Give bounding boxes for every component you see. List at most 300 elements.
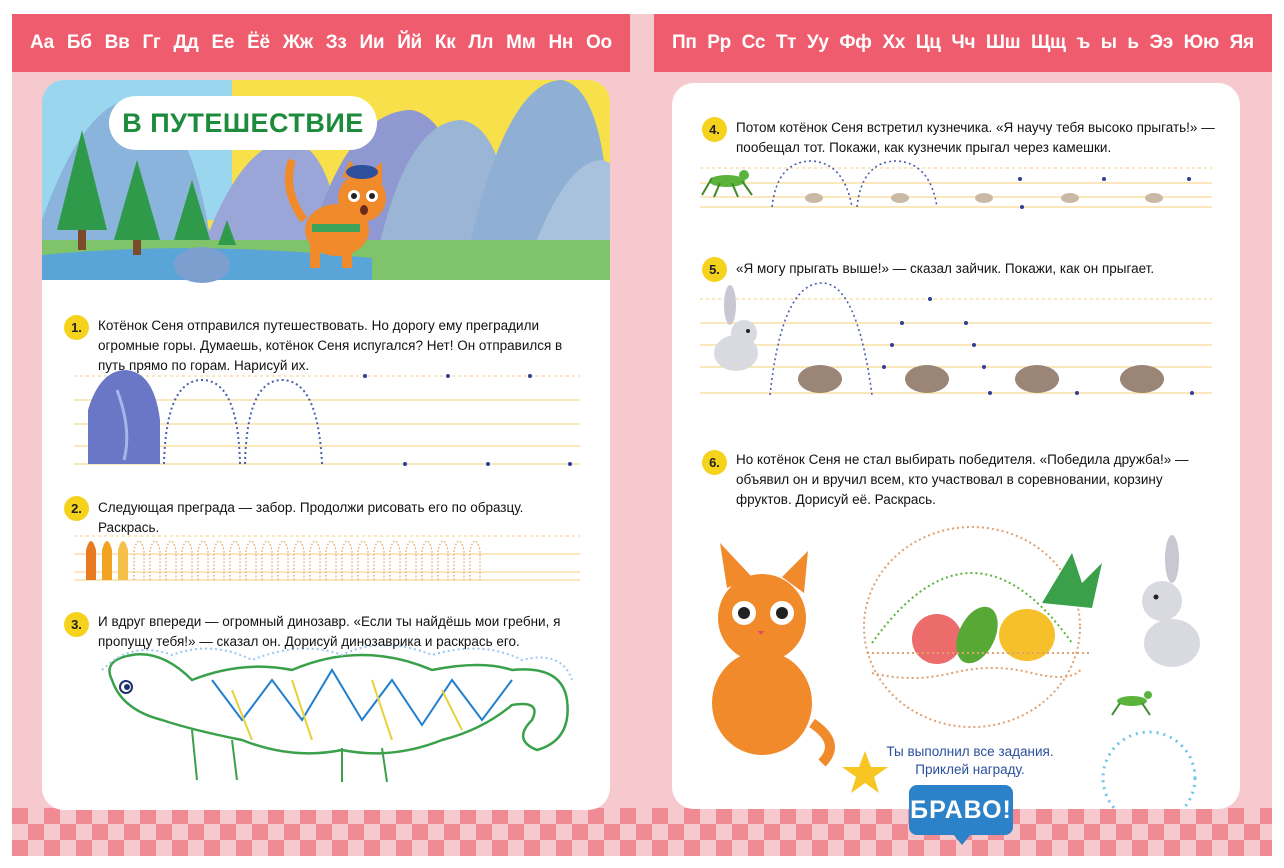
checker-cell <box>572 840 588 856</box>
checker-cell <box>60 808 76 824</box>
checker-cell <box>1260 840 1272 856</box>
checker-cell <box>444 808 460 824</box>
checker-cell <box>892 824 908 840</box>
checker-cell <box>1132 840 1148 856</box>
checker-cell <box>684 840 700 856</box>
fence-picket <box>214 541 224 580</box>
checker-cell <box>108 840 124 856</box>
checker-cell <box>172 824 188 840</box>
checker-cell <box>364 840 380 856</box>
alphabet-letter-right-4: Уу <box>806 32 829 53</box>
checker-cell <box>140 840 156 856</box>
alphabet-letter-left-0: Аа <box>30 32 54 53</box>
checker-cell <box>1020 840 1036 856</box>
checker-cell <box>412 824 428 840</box>
checker-cell <box>1196 840 1212 856</box>
checker-cell <box>508 840 524 856</box>
fence-picket <box>198 541 208 580</box>
checker-cell <box>12 808 28 824</box>
fence-picket <box>278 541 288 580</box>
task-text-4: Потом котёнок Сеня встретил кузнечика. «Я научу тебя высоко прыгать!» — пообещал тот. Покажи, как кузнечик прыгал через камешки. <box>736 120 1215 155</box>
checker-cell <box>1260 808 1272 824</box>
checker-cell <box>316 824 332 840</box>
completion-message: Ты выполнил все задания. Приклей награду. <box>886 744 1054 777</box>
checker-cell <box>684 824 700 840</box>
task-text-6: Но котёнок Сеня не стал выбирать победителя. «Победила дружба!» — объявил он и вручил всем, кто участвовал в соревновании, корзину фруктов. Дорисуй её. Раскрась. <box>736 452 1189 507</box>
checker-cell <box>1036 840 1052 856</box>
checker-cell <box>1244 824 1260 840</box>
checker-cell <box>892 840 908 856</box>
checker-cell <box>876 808 892 824</box>
checker-cell <box>1068 840 1084 856</box>
task-number-3: 3. <box>64 612 89 637</box>
checker-cell <box>380 840 396 856</box>
checker-cell <box>348 840 364 856</box>
checker-cell <box>652 808 668 824</box>
checker-cell <box>12 824 28 840</box>
checker-cell <box>92 840 108 856</box>
alphabet-letter-right-15: Юю <box>1183 32 1219 53</box>
checker-cell <box>716 824 732 840</box>
checker-cell <box>60 824 76 840</box>
alphabet-letter-right-14: Ээ <box>1149 32 1173 53</box>
checker-cell <box>332 824 348 840</box>
checker-cell <box>620 824 636 840</box>
checker-cell <box>588 840 604 856</box>
checker-cell <box>732 840 748 856</box>
checker-cell <box>44 824 60 840</box>
checker-cell <box>188 824 204 840</box>
alphabet-letter-right-5: Фф <box>839 32 872 53</box>
checker-cell <box>1180 808 1196 824</box>
checker-cell <box>972 840 988 856</box>
checker-cell <box>1100 840 1116 856</box>
dinosaur-outline[interactable] <box>102 645 572 782</box>
checker-cell <box>428 808 444 824</box>
book-spread <box>12 14 1272 856</box>
fence-picket <box>470 541 480 580</box>
checker-cell <box>1116 824 1132 840</box>
checker-cell <box>700 808 716 824</box>
alphabet-letter-left-2: Вв <box>104 32 130 53</box>
rabbit-sitting-illustration <box>1142 535 1200 667</box>
checker-cell <box>492 824 508 840</box>
checker-cell <box>556 840 572 856</box>
checker-cell <box>1244 808 1260 824</box>
checker-cell <box>188 840 204 856</box>
checker-cell <box>556 824 572 840</box>
checker-cell <box>1100 808 1116 824</box>
checker-cell <box>28 840 44 856</box>
checker-cell <box>348 824 364 840</box>
checker-cell <box>444 824 460 840</box>
fence-picket <box>438 541 448 580</box>
checker-cell <box>1052 840 1068 856</box>
task-number-5: 5. <box>702 257 727 282</box>
checker-cell <box>28 808 44 824</box>
fence-picket <box>294 541 304 580</box>
alphabet-letter-right-6: Хх <box>882 32 905 53</box>
checker-cell <box>604 824 620 840</box>
checker-cell <box>476 808 492 824</box>
checker-cell <box>1004 840 1020 856</box>
checker-cell <box>1148 824 1164 840</box>
checker-cell <box>220 808 236 824</box>
checker-cell <box>444 840 460 856</box>
checker-cell <box>732 824 748 840</box>
fence-picket <box>390 541 400 580</box>
checker-cell <box>460 808 476 824</box>
checker-cell <box>92 824 108 840</box>
alphabet-strip-left <box>12 14 630 72</box>
checker-cell <box>428 840 444 856</box>
checker-cell <box>76 808 92 824</box>
sticker-placeholder[interactable] <box>1103 732 1195 809</box>
alphabet-letter-left-5: Ее <box>211 32 235 53</box>
checker-cell <box>508 808 524 824</box>
checker-cell <box>396 824 412 840</box>
checker-cell <box>604 808 620 824</box>
checker-cell <box>716 808 732 824</box>
checker-cell <box>1116 808 1132 824</box>
checker-cell <box>396 808 412 824</box>
checker-cell <box>812 824 828 840</box>
checker-cell <box>876 824 892 840</box>
alphabet-letter-left-6: Ёё <box>247 32 270 53</box>
checker-cell <box>668 808 684 824</box>
alphabet-letter-left-14: Нн <box>548 32 574 53</box>
checker-cell <box>60 840 76 856</box>
checker-cell <box>1132 824 1148 840</box>
checker-cell <box>252 840 268 856</box>
checker-cell <box>540 824 556 840</box>
mountain-tracing-area[interactable] <box>74 370 580 466</box>
checker-cell <box>316 808 332 824</box>
alphabet-letter-right-0: Пп <box>672 32 697 53</box>
checker-cell <box>748 808 764 824</box>
checker-cell <box>268 824 284 840</box>
alphabet-letter-right-3: Тт <box>775 32 797 53</box>
checker-cell <box>156 808 172 824</box>
checker-cell <box>348 808 364 824</box>
alphabet-letter-right-2: Сс <box>741 32 766 53</box>
checker-cell <box>1212 840 1228 856</box>
checker-cell <box>652 840 668 856</box>
checker-cell <box>124 808 140 824</box>
checker-cell <box>236 840 252 856</box>
checker-cell <box>188 808 204 824</box>
fence-picket <box>246 541 256 580</box>
page-title: В ПУТЕШЕСТВИЕ <box>109 96 377 150</box>
checker-cell <box>796 840 812 856</box>
checker-cell <box>780 824 796 840</box>
checker-cell <box>1020 824 1036 840</box>
task-number-1: 1. <box>64 315 89 340</box>
task-number-6: 6. <box>702 450 727 475</box>
checker-cell <box>1068 808 1084 824</box>
checker-cell <box>364 824 380 840</box>
checker-cell <box>220 824 236 840</box>
checker-cell <box>236 808 252 824</box>
checker-cell <box>492 840 508 856</box>
checker-cell <box>1116 840 1132 856</box>
checker-cell <box>780 808 796 824</box>
checker-cell <box>604 840 620 856</box>
checker-cell <box>844 824 860 840</box>
checker-cell <box>364 808 380 824</box>
checker-cell <box>892 808 908 824</box>
checker-cell <box>156 840 172 856</box>
checker-cell <box>476 824 492 840</box>
checker-cell <box>1196 808 1212 824</box>
alphabet-letter-left-7: Жж <box>282 32 313 53</box>
alphabet-strip-right <box>654 14 1272 72</box>
checker-cell <box>828 824 844 840</box>
checker-cell <box>332 840 348 856</box>
checker-cell <box>908 840 924 856</box>
checker-cell <box>796 824 812 840</box>
checker-cell <box>748 840 764 856</box>
fence-picket <box>454 541 464 580</box>
checker-cell <box>76 840 92 856</box>
rabbit-icon <box>714 285 758 371</box>
alphabet-letter-left-10: Йй <box>397 32 422 53</box>
fence-picket <box>230 541 240 580</box>
fence-picket <box>182 541 192 580</box>
checker-border <box>12 808 1272 856</box>
checker-cell <box>204 824 220 840</box>
checker-cell <box>764 840 780 856</box>
checker-cell <box>876 840 892 856</box>
checker-cell <box>1164 824 1180 840</box>
checker-cell <box>252 824 268 840</box>
checker-cell <box>748 824 764 840</box>
checker-cell <box>812 840 828 856</box>
checker-cell <box>524 808 540 824</box>
checker-cell <box>1196 824 1212 840</box>
checker-cell <box>460 824 476 840</box>
checker-cell <box>572 824 588 840</box>
checker-cell <box>284 808 300 824</box>
alphabet-letter-left-13: Мм <box>506 32 536 53</box>
fence-picket <box>374 541 384 580</box>
fence-picket <box>134 541 144 580</box>
checker-cell <box>620 808 636 824</box>
left-page-art <box>42 80 610 810</box>
checker-cell <box>172 808 188 824</box>
checker-cell <box>1260 824 1272 840</box>
checker-cell <box>988 840 1004 856</box>
alphabet-letter-right-1: Рр <box>707 32 731 53</box>
checker-cell <box>300 840 316 856</box>
alphabet-letter-right-16: Яя <box>1229 32 1254 53</box>
cat-sitting-illustration <box>712 543 830 763</box>
checker-cell <box>396 840 412 856</box>
checker-cell <box>620 840 636 856</box>
checker-cell <box>524 840 540 856</box>
checker-cell <box>860 840 876 856</box>
fence-picket <box>150 541 160 580</box>
alphabet-letter-left-15: Оо <box>586 32 612 53</box>
grasshopper-icon <box>702 170 752 197</box>
checker-cell <box>124 840 140 856</box>
checker-cell <box>1036 824 1052 840</box>
checker-cell <box>636 808 652 824</box>
fence-picket <box>310 541 320 580</box>
checker-cell <box>1132 808 1148 824</box>
checker-cell <box>796 808 812 824</box>
checker-cell <box>860 808 876 824</box>
checker-cell <box>380 808 396 824</box>
task-number-4: 4. <box>702 117 727 142</box>
checker-cell <box>508 824 524 840</box>
checker-cell <box>924 840 940 856</box>
checker-cell <box>860 824 876 840</box>
alphabet-letter-left-11: Кк <box>434 32 456 53</box>
checker-cell <box>636 824 652 840</box>
fence-picket <box>262 541 272 580</box>
checker-cell <box>684 808 700 824</box>
task-text-3: И вдруг впереди — огромный динозавр. «Если ты найдёшь мои гребни, я пропущу тебя!» — сказал он. Дорисуй динозаврика и раскрась его. <box>98 614 561 649</box>
checker-cell <box>1084 824 1100 840</box>
checker-cell <box>284 824 300 840</box>
checker-cell <box>668 840 684 856</box>
checker-cell <box>44 808 60 824</box>
grasshopper-small-icon <box>1112 691 1152 715</box>
checker-cell <box>1148 808 1164 824</box>
fruit-basket-outline[interactable] <box>864 527 1102 727</box>
alphabet-letter-left-9: Ии <box>359 32 385 53</box>
checker-cell <box>764 808 780 824</box>
checker-cell <box>1164 808 1180 824</box>
checker-cell <box>828 808 844 824</box>
checker-cell <box>1036 808 1052 824</box>
checker-cell <box>44 840 60 856</box>
checker-cell <box>1244 840 1260 856</box>
checker-cell <box>828 840 844 856</box>
checker-cell <box>732 808 748 824</box>
task-number-2: 2. <box>64 496 89 521</box>
checker-cell <box>636 840 652 856</box>
alphabet-letter-right-8: Чч <box>951 32 976 53</box>
checker-cell <box>236 824 252 840</box>
checker-cell <box>588 824 604 840</box>
checker-cell <box>476 840 492 856</box>
alphabet-letter-left-12: Лл <box>468 32 494 53</box>
checker-cell <box>524 824 540 840</box>
left-page <box>42 80 610 810</box>
checker-cell <box>764 824 780 840</box>
checker-cell <box>124 824 140 840</box>
alphabet-letter-right-13: ь <box>1127 32 1139 53</box>
fence-picket <box>358 541 368 580</box>
alphabet-letter-left-1: Бб <box>66 32 92 53</box>
checker-cell <box>668 824 684 840</box>
checker-cell <box>108 808 124 824</box>
task-text-1: Котёнок Сеня отправился путешествовать. Но дорогу ему преградили огромные горы. Думаешь, котёнок Сеня испугался? Нет! Он отправился в путь прямо по горам. Нарисуй их. <box>98 318 563 373</box>
fence-tracing-area[interactable] <box>74 536 580 580</box>
alphabet-letter-right-10: Щщ <box>1030 32 1066 53</box>
checker-cell <box>204 840 220 856</box>
checker-cell <box>1212 824 1228 840</box>
checker-cell <box>700 840 716 856</box>
checker-cell <box>28 824 44 840</box>
checker-cell <box>1084 808 1100 824</box>
checker-cell <box>540 808 556 824</box>
bravo-badge: БРАВО! <box>909 785 1013 835</box>
alphabet-letter-left-8: Зз <box>325 32 347 53</box>
checker-cell <box>92 808 108 824</box>
task-text-2: Следующая преграда — забор. Продолжи рисовать его по образцу. Раскрась. <box>98 500 524 535</box>
checker-cell <box>1212 808 1228 824</box>
checker-cell <box>1052 824 1068 840</box>
checker-cell <box>76 824 92 840</box>
checker-cell <box>268 840 284 856</box>
alphabet-letter-right-11: ъ <box>1076 32 1091 53</box>
checker-cell <box>700 824 716 840</box>
checker-cell <box>812 808 828 824</box>
checker-cell <box>204 808 220 824</box>
checker-cell <box>412 808 428 824</box>
checker-cell <box>1148 840 1164 856</box>
alphabet-letter-right-7: Цц <box>915 32 941 53</box>
checker-cell <box>1228 840 1244 856</box>
checker-cell <box>1228 824 1244 840</box>
checker-cell <box>108 824 124 840</box>
checker-cell <box>380 824 396 840</box>
checker-cell <box>1020 808 1036 824</box>
checker-cell <box>332 808 348 824</box>
checker-cell <box>540 840 556 856</box>
checker-cell <box>220 840 236 856</box>
rabbit-jump-area[interactable] <box>700 283 1212 395</box>
checker-cell <box>1180 824 1196 840</box>
checker-cell <box>1100 824 1116 840</box>
checker-cell <box>1084 840 1100 856</box>
checker-cell <box>716 840 732 856</box>
alphabet-letter-left-4: Дд <box>173 32 199 53</box>
fence-picket <box>326 541 336 580</box>
alphabet-letter-left-3: Гг <box>142 32 161 53</box>
task-text-5: «Я могу прыгать выше!» — сказал зайчик. Покажи, как он прыгает. <box>736 261 1155 276</box>
checker-cell <box>140 808 156 824</box>
checker-cell <box>268 808 284 824</box>
checker-cell <box>588 808 604 824</box>
checker-cell <box>844 840 860 856</box>
checker-cell <box>140 824 156 840</box>
checker-cell <box>284 840 300 856</box>
checker-cell <box>172 840 188 856</box>
checker-cell <box>300 824 316 840</box>
checker-cell <box>492 808 508 824</box>
right-page <box>672 83 1240 809</box>
checker-cell <box>1180 840 1196 856</box>
checker-cell <box>412 840 428 856</box>
checker-cell <box>156 824 172 840</box>
grasshopper-jump-area[interactable] <box>700 161 1212 209</box>
right-page-art <box>672 83 1240 809</box>
checker-cell <box>1228 808 1244 824</box>
fence-picket <box>406 541 416 580</box>
checker-cell <box>300 808 316 824</box>
checker-cell <box>12 840 28 856</box>
fence-picket <box>422 541 432 580</box>
checker-cell <box>428 824 444 840</box>
checker-cell <box>556 808 572 824</box>
alphabet-letter-right-9: Шш <box>985 32 1021 53</box>
fence-picket <box>166 541 176 580</box>
checker-cell <box>316 840 332 856</box>
